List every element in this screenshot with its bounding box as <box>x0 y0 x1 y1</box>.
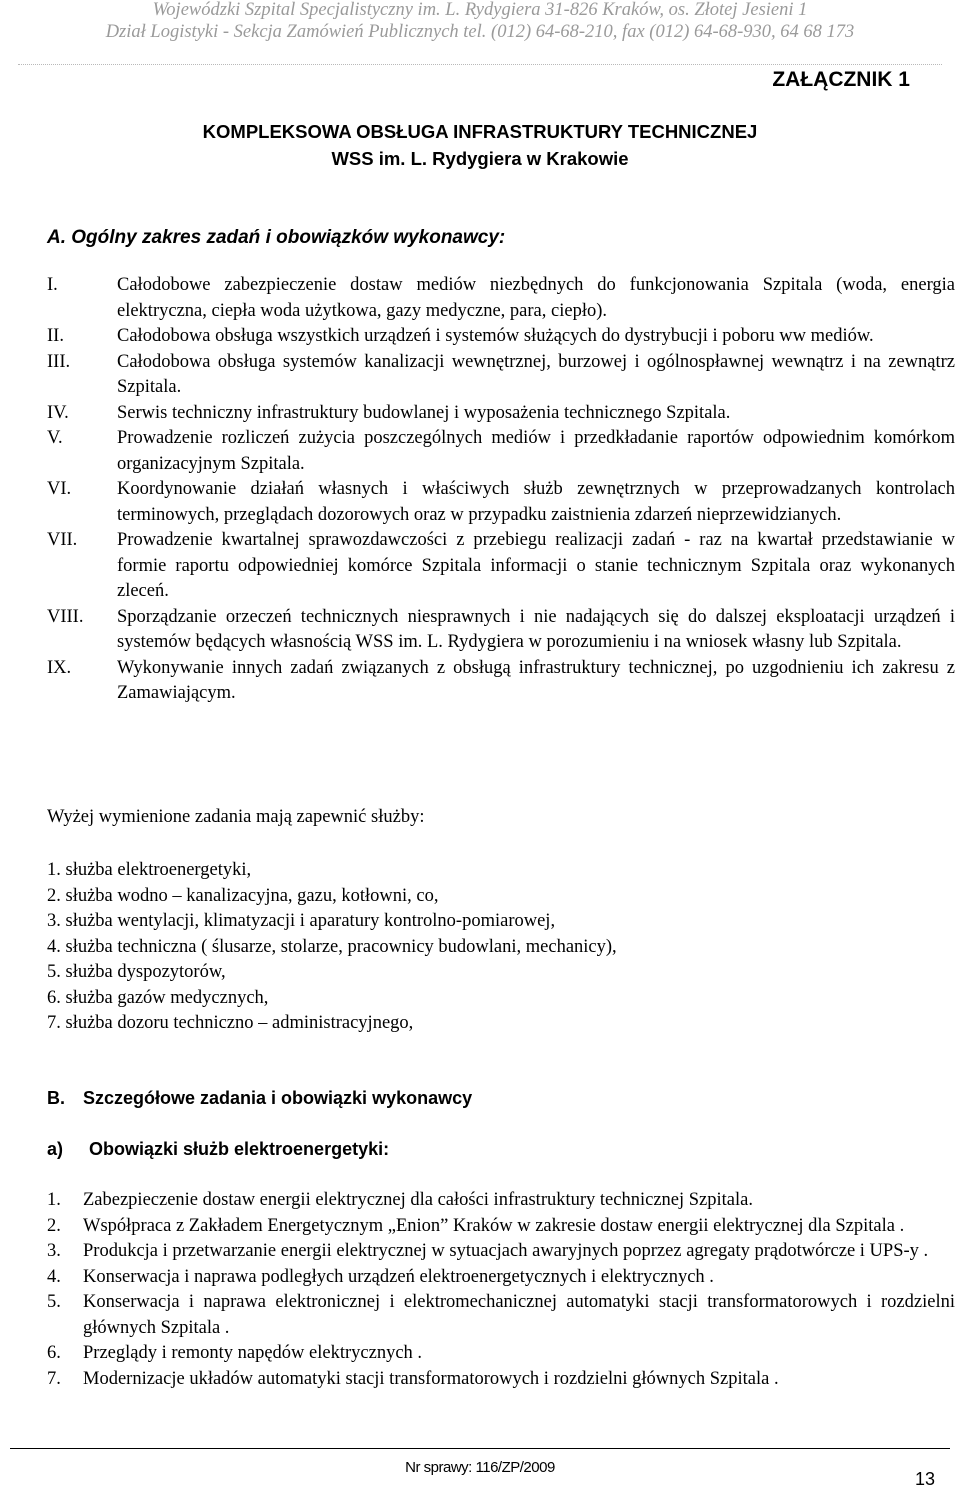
item-number: III. <box>47 351 71 372</box>
list-item <box>47 1290 957 1341</box>
item-text: Produkcja i przetwarzanie energii elektrycznej w sytuacjach awaryjnych poprzez agregaty prądotwórcze i UPS-y . <box>83 1241 929 1261</box>
item-text: Całodobowe zabezpieczenie dostaw mediów niezbędnych do funkcjonowania Szpitala (woda, energia elektryczna, ciepła woda użytkowa, gazy medyczne, para, ciepło). <box>117 275 955 321</box>
item-number: II. <box>47 326 64 346</box>
services-intro: Wyżej wymienione zadania mają zapewnić służby: <box>47 807 425 827</box>
item-text: Modernizacje układów automatyki stacji transformatorowych i rozdzielni głównych Szpitala . <box>83 1368 779 1389</box>
services-list <box>47 858 617 1037</box>
item-text: Koordynowanie działań własnych i właściwych służb zewnętrznych w przeprowadzanych kontrolach terminowych, przeglądach dozorowych oraz w przypadku zaistnienia zdarzeń nieprzewidzianych. <box>117 479 955 525</box>
item-text: Serwis techniczny infrastruktury budowlanej i wyposażenia technicznego Szpitala. <box>117 402 731 423</box>
section-b-label: B. <box>47 1088 65 1108</box>
header-divider <box>18 64 942 65</box>
list-item <box>47 605 957 656</box>
item-number: I. <box>47 275 58 295</box>
list-item: 7. służba dozoru techniczno – administracyjnego, <box>47 1013 414 1033</box>
list-item <box>47 1265 957 1291</box>
list-item: 3. służba wentylacji, klimatyzacji i aparatury kontrolno-pomiarowej, <box>47 911 556 931</box>
list-item <box>47 273 957 324</box>
subsection-a-heading <box>47 1139 389 1160</box>
list-item <box>47 477 957 528</box>
item-number: VI. <box>47 479 72 499</box>
subsection-a-label: a) <box>47 1139 64 1159</box>
page-number: 13 <box>914 1469 935 1489</box>
list-item <box>47 1239 957 1265</box>
item-number: 7. <box>47 1368 61 1389</box>
list-item <box>47 1341 957 1367</box>
case-number: Nr sprawy: 116/ZP/2009 <box>405 1459 555 1476</box>
item-text: Konserwacja i naprawa elektronicznej i elektromechanicznej automatyki stacji transformatorowych i rozdzielni głównych Szpitala . <box>83 1292 955 1338</box>
document-subtitle: WSS im. L. Rydygiera w Krakowie <box>331 148 629 169</box>
item-number: 6. <box>47 1343 61 1363</box>
subsection-a-text: Obowiązki służb elektroenergetyki: <box>89 1139 390 1159</box>
electrical-duties-list <box>47 1188 957 1392</box>
list-item: 5. służba dyspozytorów, <box>47 962 226 982</box>
header-address-line: Wojewódzki Szpital Specjalistyczny im. L. Rydygiera 31-826 Kraków, os. Złotej Jesieni 1 <box>152 0 808 20</box>
item-text: Całodobowa obsługa systemów kanalizacji wewnętrznej, burzowej i ogólnospławnej wewnątrz i na zewnątrz Szpitala. <box>117 351 955 397</box>
section-a-heading: A. Ogólny zakres zadań i obowiązków wykonawcy: <box>47 227 506 248</box>
list-item: 1. służba elektroenergetyki, <box>47 860 252 880</box>
item-text: Zabezpieczenie dostaw energii elektrycznej dla całości infrastruktury technicznej Szpitala. <box>83 1190 753 1210</box>
list-item <box>47 1188 957 1214</box>
item-number: 4. <box>47 1266 61 1287</box>
list-item <box>47 1367 957 1393</box>
list-item <box>47 1214 957 1240</box>
item-number: V. <box>47 428 63 448</box>
general-duties-list <box>47 273 957 707</box>
item-number: IV. <box>47 402 69 423</box>
list-item <box>47 324 957 350</box>
list-item: 4. służba techniczna ( ślusarze, stolarze, pracownicy budowlani, mechanicy), <box>47 936 617 957</box>
item-text: Całodobowa obsługa wszystkich urządzeń i systemów służących do dystrybucji i poboru ww mediów. <box>117 326 874 346</box>
list-item <box>47 426 957 477</box>
item-number: 3. <box>47 1241 61 1261</box>
list-item <box>47 350 957 401</box>
list-item <box>47 656 957 707</box>
item-text: Konserwacja i naprawa podległych urządzeń elektroenergetycznych i elektrycznych . <box>83 1266 714 1287</box>
item-number: VII. <box>47 530 78 550</box>
item-text: Prowadzenie kwartalnej sprawozdawczości z przebiegu realizacji zadań - raz na kwartał przedstawianie w formie raportu odpowiedniej komórce Szpitala informacji o stanie technicznym Szpitala oraz wykonanych zleceń. <box>117 530 955 601</box>
list-item: 2. służba wodno – kanalizacyjna, gazu, kotłowni, co, <box>47 885 439 906</box>
item-text: Współpraca z Zakładem Energetycznym „Enion” Kraków w zakresie dostaw energii elektrycznej dla Szpitala . <box>83 1215 905 1236</box>
item-number: 5. <box>47 1292 61 1312</box>
list-item: 6. służba gazów medycznych, <box>47 987 269 1008</box>
section-b-text: Szczegółowe zadania i obowiązki wykonawcy <box>83 1088 473 1108</box>
header-contact-line: Dział Logistyki - Sekcja Zamówień Publicznych tel. (012) 64-68-210, fax (012) 64-68-930, 64 68 173 <box>105 22 855 42</box>
section-b-heading <box>47 1088 472 1109</box>
item-text: Wykonywanie innych zadań związanych z obsługą infrastruktury technicznej, po uzgodnieniu ich zakresu z Zamawiającym. <box>117 657 955 703</box>
item-number: VIII. <box>47 606 84 627</box>
item-number: 1. <box>47 1190 61 1210</box>
footer-divider <box>10 1448 950 1449</box>
item-number: 2. <box>47 1215 61 1236</box>
document-title: KOMPLEKSOWA OBSŁUGA INFRASTRUKTURY TECHNICZNEJ <box>202 121 758 142</box>
attachment-label: ZAŁĄCZNIK 1 <box>772 68 910 91</box>
item-text: Przeglądy i remonty napędów elektrycznych . <box>83 1343 423 1363</box>
list-item <box>47 528 957 605</box>
list-item <box>47 401 957 427</box>
item-number: IX. <box>47 657 72 678</box>
item-text: Prowadzenie rozliczeń zużycia poszczególnych mediów i przedkładanie raportów odpowiednim komórkom organizacyjnym Szpitala. <box>117 428 955 474</box>
item-text: Sporządzanie orzeczeń technicznych niesprawnych i nie nadających się do dalszej eksploatacji urządzeń i systemów będących własnością WSS im. L. Rydygiera w porozumieniu i na wniosek własny lub Szpitala. <box>117 606 955 652</box>
